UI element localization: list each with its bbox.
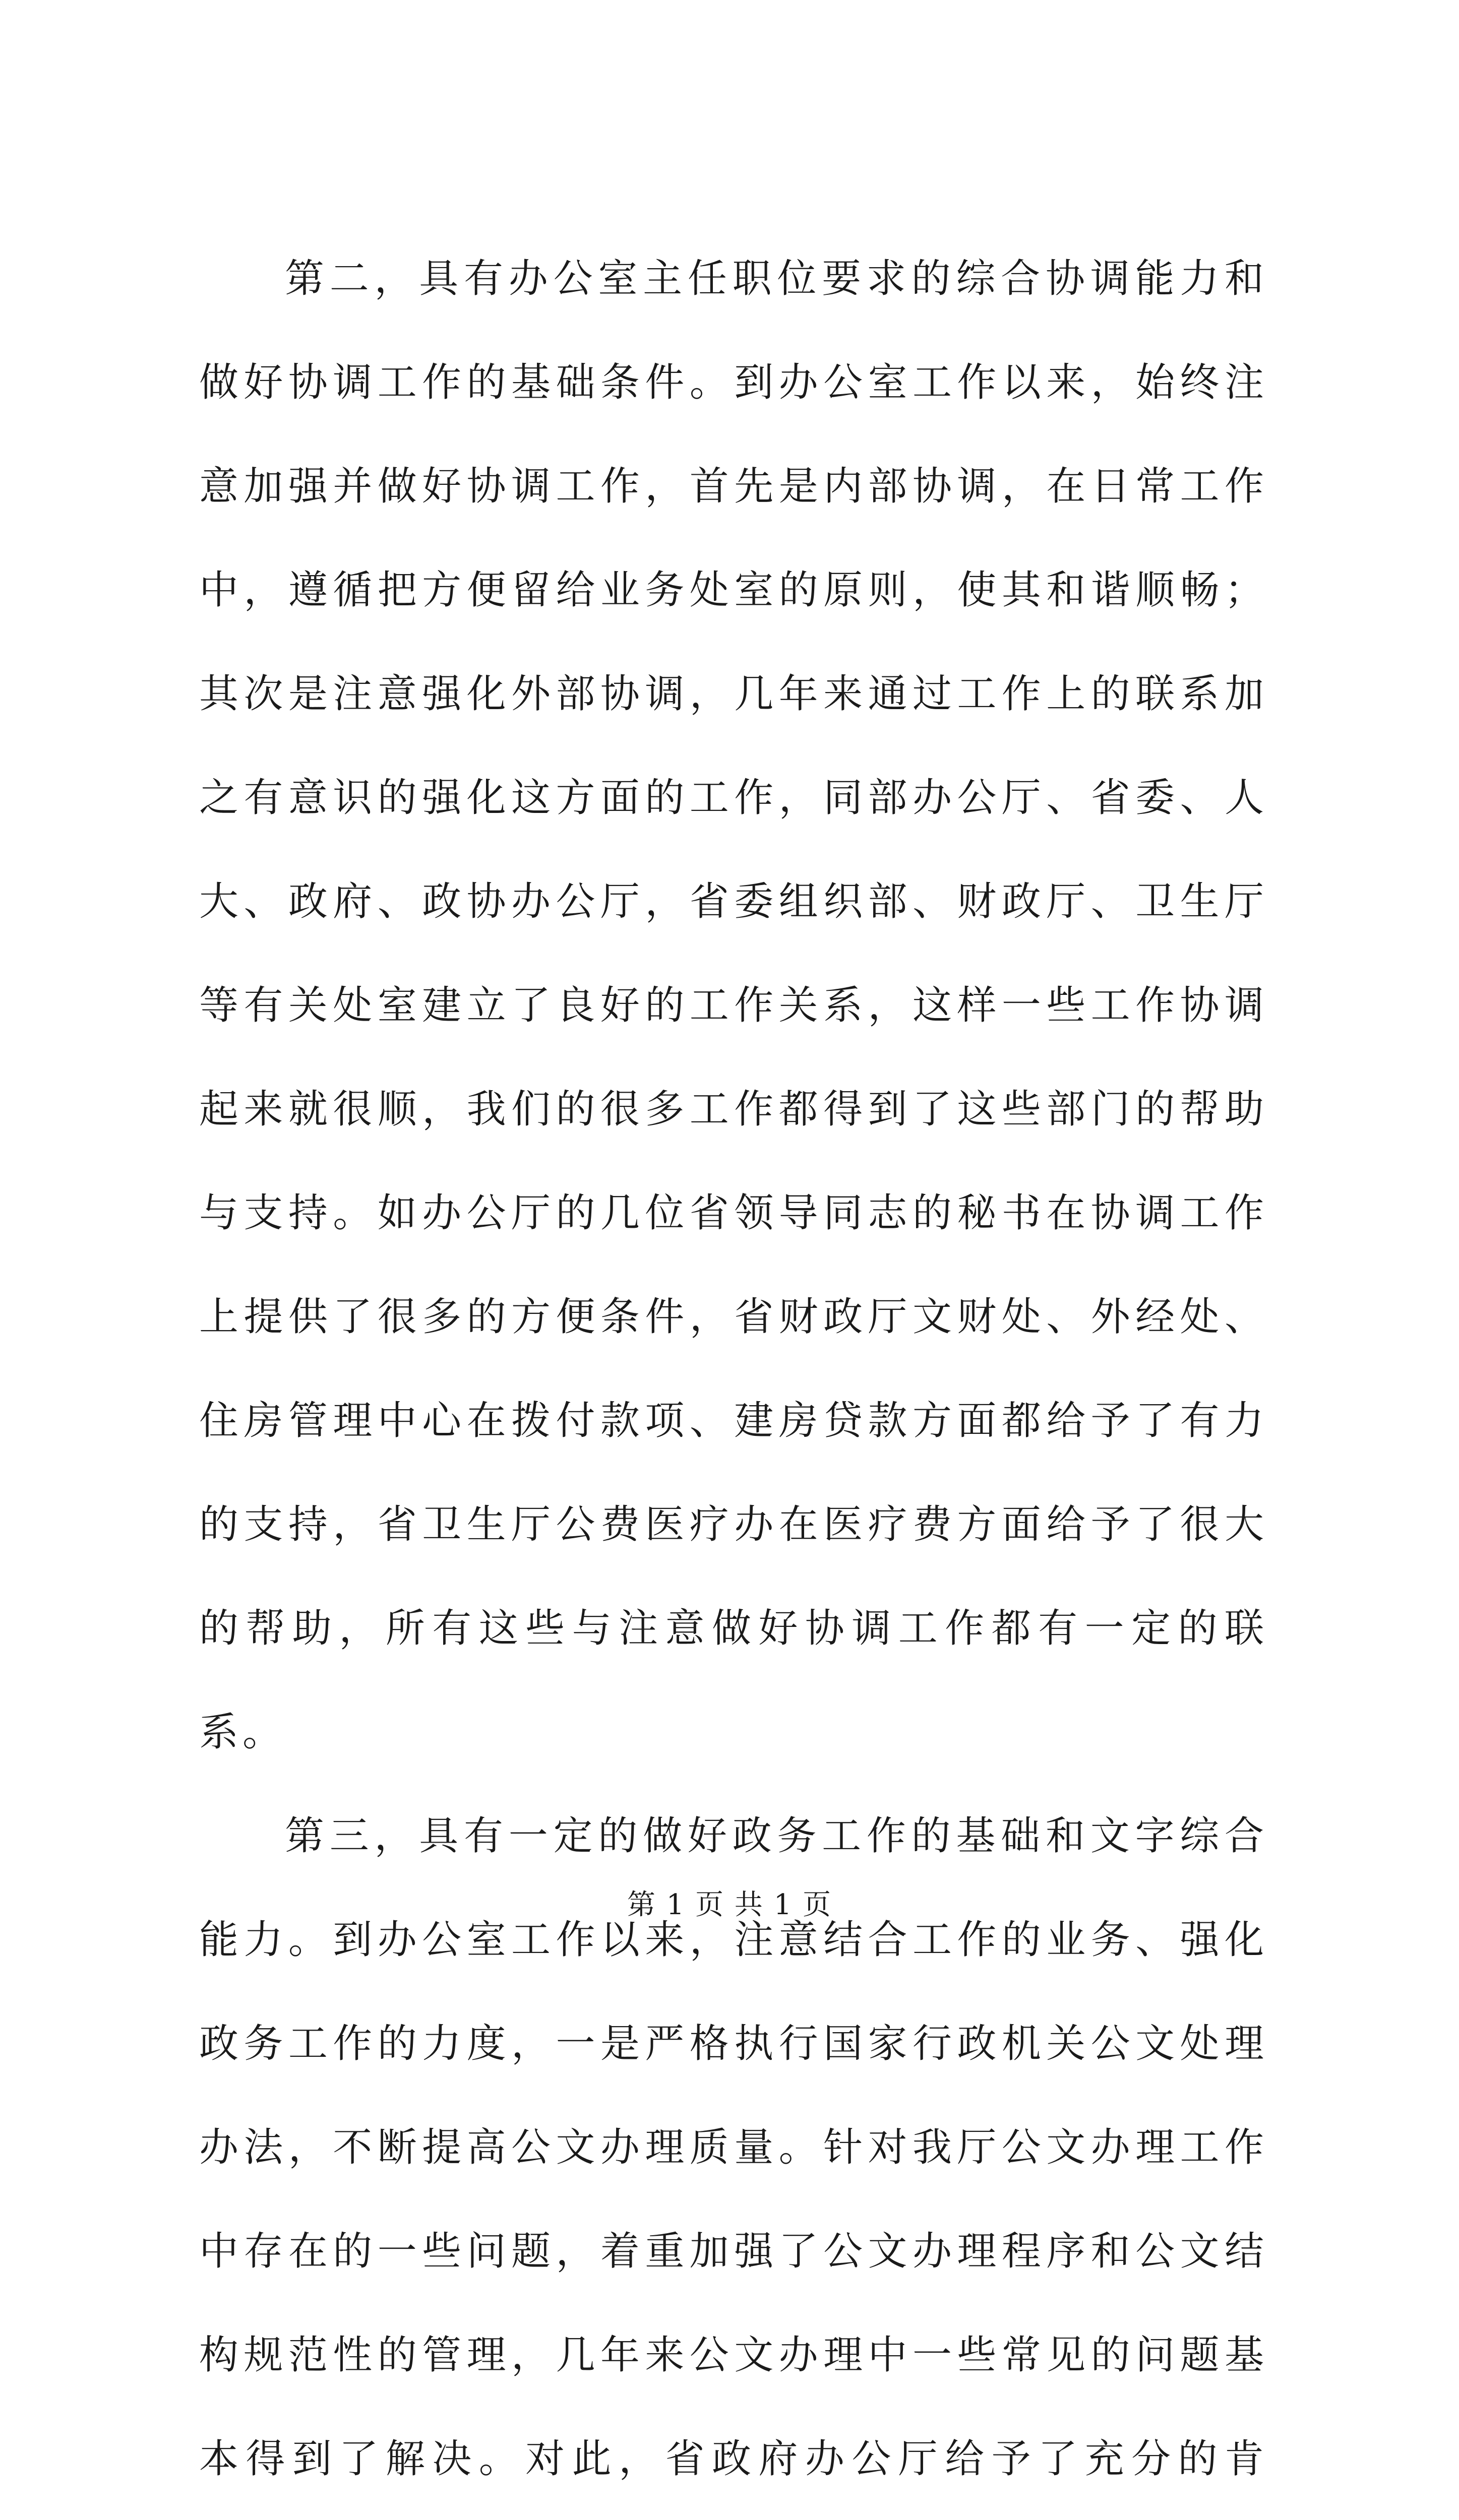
paragraph: 第二，具有办公室主任职位要求的综合协调能力和做好协调工作的基础条件。到办公室工作以来，始终注意加强并做好协调工作，首先是内部协调，在日常工作中，遵循把方便留给业务处室的原则，使其和谐顺畅；其次是注意强化外部协调，几年来通过工作上的联系加之有意识的强化这方面的工作，同部办公厅、省委、人大、政府、政协办公厅，省委组织部、财政厅、卫生厅等有关处室建立了良好的工作关系，这样一些工作协调起来就很顺，我们的很多工作都得到了这些部门的帮助与支持。如办公厅的几位省领导同志的秘书在协调工作上提供了很多的方便条件，省财政厅文财处、外经处、住房管理中心在拨付款项、建房贷款方面都给予了有力的支持，省卫生厅公费医疗办在医疗费方面给予了很大的帮助，所有这些与注意做好协调工作都有一定的联系。	[199, 256, 1268, 1755]
page-number-footer: 第 1 页 共 1 页	[627, 1888, 832, 1921]
paragraph: 第三，具有一定的做好政务工作的基础和文字综合能力。到办公室工作以来，注意结合工作的业务、强化政务工作的力度，一是严格执行国家行政机关公文处理办法，不断提高公文办理质量。针对我厅公文办理工作中存在的一些问题，着重加强了公文办理程序和公文结构规范性的管理，几年来公文办理中一些常见的问题基本得到了解决。对此，省政府办公厅给予了充分的肯	[199, 1813, 1268, 2482]
document-body	[199, 227, 1268, 2520]
